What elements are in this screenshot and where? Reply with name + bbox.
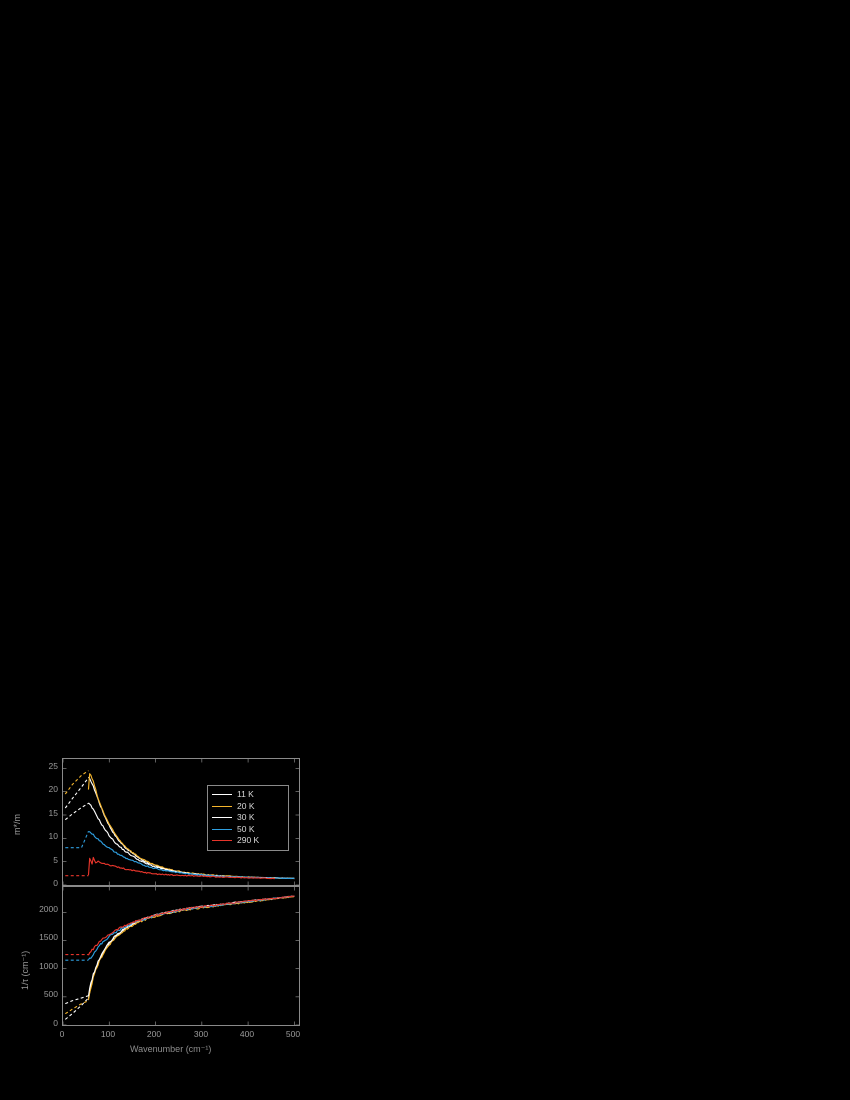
- dashed-extrapolation: [65, 771, 88, 794]
- data-series-line: [88, 896, 294, 1000]
- legend-swatch-20k: [212, 806, 232, 807]
- y-tick-top-5: 5: [53, 855, 58, 865]
- y-tick-bottom-1500: 1500: [39, 932, 58, 942]
- legend-item-20k[interactable]: [212, 801, 284, 813]
- dashed-extrapolation: [65, 778, 88, 808]
- y-axis-label-bottom: 1/τ (cm⁻¹): [20, 950, 30, 990]
- legend: [207, 785, 289, 851]
- data-series-line: [88, 896, 294, 996]
- x-tick-0: 0: [59, 1029, 65, 1039]
- y-tick-bottom-1000: 1000: [39, 961, 58, 971]
- data-series-line: [88, 896, 294, 955]
- legend-label-290k: 290 K: [237, 835, 260, 846]
- y-tick-bottom-2000: 2000: [39, 904, 58, 914]
- legend-item-290k[interactable]: [212, 835, 284, 847]
- legend-item-11k[interactable]: [212, 789, 284, 801]
- figure-panel: [0, 740, 340, 1070]
- chart-bottom-axes: [62, 886, 300, 1026]
- data-series-line: [88, 857, 275, 878]
- legend-item-30k[interactable]: [212, 812, 284, 824]
- dashed-extrapolation: [65, 803, 88, 819]
- dashed-extrapolation: [65, 1001, 88, 1014]
- dashed-extrapolation: [65, 831, 88, 847]
- x-tick-400: 400: [239, 1029, 255, 1039]
- x-tick-100: 100: [100, 1029, 116, 1039]
- legend-label-20k: 20 K: [237, 800, 255, 811]
- x-axis-label: Wavenumber (cm⁻¹): [130, 1044, 212, 1054]
- legend-swatch-30k: [212, 817, 232, 818]
- y-tick-top-15: 15: [48, 808, 58, 818]
- legend-swatch-11k: [212, 794, 232, 795]
- x-tick-200: 200: [146, 1029, 162, 1039]
- legend-item-50k[interactable]: [212, 824, 284, 836]
- data-series-line: [88, 896, 294, 998]
- y-tick-top-10: 10: [48, 831, 58, 841]
- chart-bottom-canvas: [63, 887, 299, 1025]
- x-tick-500: 500: [285, 1029, 301, 1039]
- y-tick-bottom-500: 500: [43, 989, 58, 999]
- x-tick-300: 300: [193, 1029, 209, 1039]
- y-tick-bottom-0: 0: [53, 1018, 58, 1028]
- legend-label-11k: 11 K: [237, 789, 254, 800]
- legend-label-50k: 50 K: [237, 823, 255, 834]
- y-tick-top-0: 0: [53, 878, 58, 888]
- legend-label-30k: 30 K: [237, 812, 255, 823]
- y-tick-top-20: 20: [48, 784, 58, 794]
- legend-swatch-50k: [212, 829, 232, 830]
- dashed-extrapolation: [65, 998, 88, 1019]
- legend-swatch-290k: [212, 840, 232, 841]
- y-tick-top-25: 25: [48, 761, 58, 771]
- y-axis-label-top: m*/m: [12, 814, 22, 835]
